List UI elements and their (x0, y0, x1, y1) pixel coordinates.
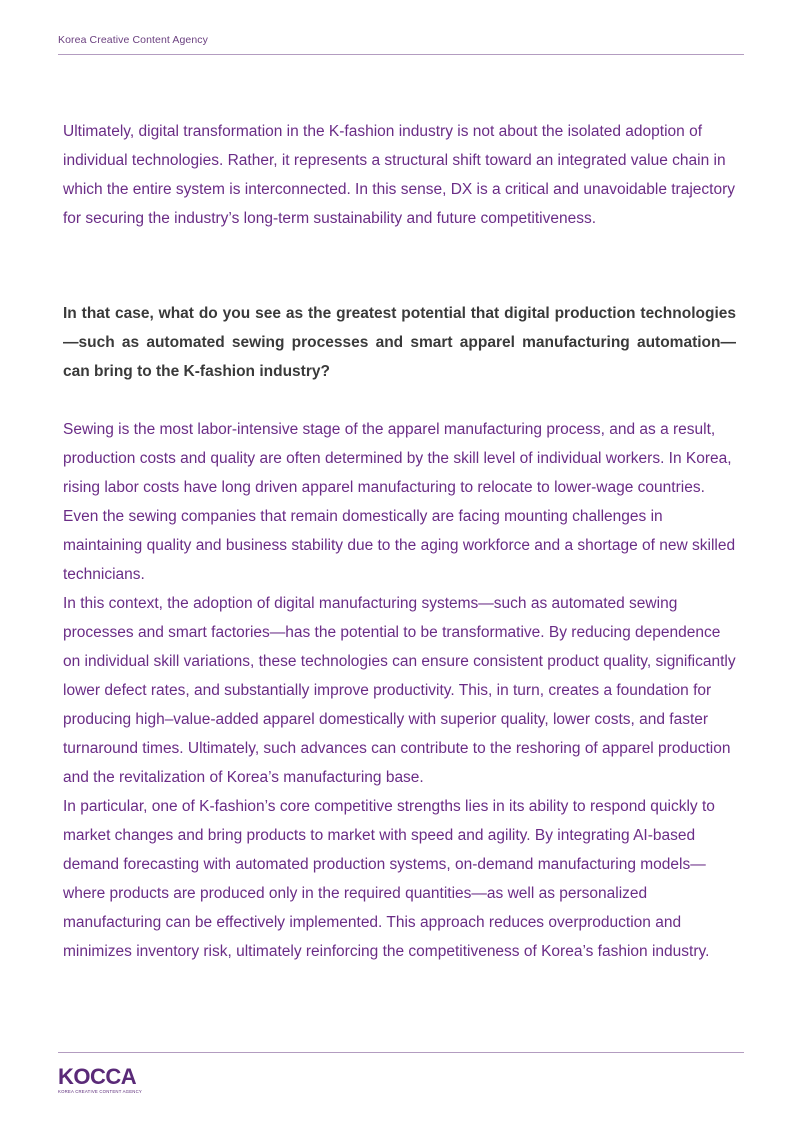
paragraph-k-fashion-strengths: In particular, one of K-fashion’s core competitive strengths lies in its ability to respond quickly to market changes and bring products to market with speed and agility. By integrating AI-based demand forecasting with automated production systems, on-demand manufacturing models—where products are produced only in the required quantities—as well as personalized manufacturing can be effectively implemented. This approach reduces overproduction and minimizes inventory risk, ultimately reinforcing the competitiveness of Korea’s fashion industry. (63, 798, 715, 960)
interview-question: In that case, what do you see as the greatest potential that digital production technologies—such as automated sewing processes and smart apparel manufacturing automation—can bring to the K-fashion industry? (63, 305, 736, 380)
paragraph-sewing-labor: Sewing is the most labor-intensive stage of the apparel manufacturing process, and as a result, production costs and quality are often determined by the skill level of individual workers. In Korea, rising labor costs have long driven apparel manufacturing to relocate to lower-wage countries. Even the sewing companies that remain domestically are facing mounting challenges in maintaining quality and business stability due to the aging workforce and a shortage of new skilled technicians. (63, 421, 736, 583)
answer-block-1 (63, 415, 738, 589)
kocca-logo-subtext: KOREA CREATIVE CONTENT AGENCY (58, 1089, 142, 1094)
paragraph-dx-summary: Ultimately, digital transformation in the K-fashion industry is not about the isolated adoption of individual technologies. Rather, it represents a structural shift toward an integrated value chain in which the entire system is interconnected. In this sense, DX is a critical and unavoidable trajectory for securing the industry’s long-term sustainability and future competitiveness. (63, 123, 735, 227)
paragraph-digital-manufacturing: In this context, the adoption of digital manufacturing systems—such as automated sewing processes and smart factories—has the potential to be transformative. By reducing dependence on individual skill variations, these technologies can ensure consistent product quality, significantly lower defect rates, and substantially improve productivity. This, in turn, creates a foundation for producing high–value-added apparel domestically with superior quality, lower costs, and faster turnaround times. Ultimately, such advances can contribute to the reshoring of apparel production and the revitalization of Korea’s manufacturing base. (63, 595, 736, 786)
answer-block-2 (63, 589, 738, 966)
header-agency-name: Korea Creative Content Agency (58, 34, 208, 46)
kocca-logo (58, 1066, 142, 1094)
kocca-logo-wordmark: KOCCA (58, 1064, 137, 1089)
header-divider (58, 54, 744, 55)
footer-divider (58, 1052, 744, 1053)
